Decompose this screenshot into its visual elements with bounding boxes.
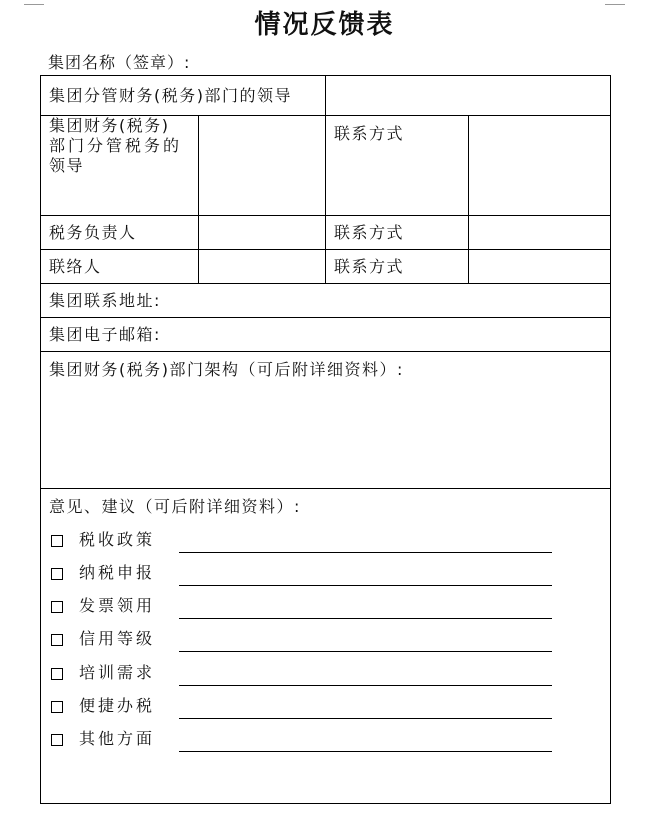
tax-head-contact-cell[interactable] xyxy=(469,216,611,250)
option-label: 发票领用 xyxy=(79,596,156,615)
answer-line[interactable] xyxy=(179,718,552,719)
answer-line[interactable] xyxy=(179,585,552,586)
checkbox[interactable] xyxy=(51,701,63,713)
suggestions-area xyxy=(41,489,610,803)
structure-label[interactable]: 集团财务(税务)部门架构（可后附详细资料）: xyxy=(41,352,611,489)
address-row xyxy=(41,284,611,318)
email-row xyxy=(41,318,611,352)
tax-head-label: 税务负责人 xyxy=(41,216,199,250)
finance-leader-label xyxy=(41,116,199,216)
email-label[interactable]: 集团电子邮箱: xyxy=(41,318,611,352)
checkbox[interactable] xyxy=(51,568,63,580)
feedback-form-table xyxy=(40,75,611,804)
answer-line[interactable] xyxy=(179,552,552,553)
structure-row xyxy=(41,352,611,489)
suggestions-label: 意见、建议（可后附详细资料）: xyxy=(49,497,301,516)
suggestions-cell xyxy=(41,489,611,804)
finance-leader-label-line-3: 领导 xyxy=(49,156,85,175)
option-label: 税收政策 xyxy=(79,530,156,549)
option-label: 培训需求 xyxy=(79,663,156,682)
leader-value-cell[interactable] xyxy=(326,76,611,116)
finance-leader-row xyxy=(41,116,611,216)
checkbox[interactable] xyxy=(51,535,63,547)
address-label[interactable]: 集团联系地址: xyxy=(41,284,611,318)
finance-leader-name-cell[interactable] xyxy=(199,116,326,216)
liaison-row xyxy=(41,250,611,284)
tax-head-name-cell[interactable] xyxy=(199,216,326,250)
liaison-name-cell[interactable] xyxy=(199,250,326,284)
checkbox[interactable] xyxy=(51,734,63,746)
liaison-contact-cell[interactable] xyxy=(469,250,611,284)
checkbox[interactable] xyxy=(51,634,63,646)
finance-leader-label-line-2: 部门分管税务的 xyxy=(49,136,183,155)
suggestions-row xyxy=(41,489,611,804)
group-name-label: 集团名称（签章）: xyxy=(48,53,191,72)
leader-row xyxy=(41,76,611,116)
option-label: 信用等级 xyxy=(79,629,156,648)
option-label: 纳税申报 xyxy=(79,563,156,582)
liaison-label: 联络人 xyxy=(41,250,199,284)
tax-head-row xyxy=(41,216,611,250)
form-title: 情况反馈表 xyxy=(254,10,395,40)
finance-leader-contact-label: 联系方式 xyxy=(326,116,469,216)
finance-leader-label-line-1: 集团财务(税务) xyxy=(49,116,170,135)
tax-head-contact-label: 联系方式 xyxy=(326,216,469,250)
liaison-contact-label: 联系方式 xyxy=(326,250,469,284)
answer-line[interactable] xyxy=(179,751,552,752)
leader-label: 集团分管财务(税务)部门的领导 xyxy=(41,76,326,116)
checkbox[interactable] xyxy=(51,668,63,680)
option-label: 便捷办税 xyxy=(79,696,156,715)
finance-leader-contact-cell[interactable] xyxy=(469,116,611,216)
answer-line[interactable] xyxy=(179,685,552,686)
checkbox[interactable] xyxy=(51,601,63,613)
answer-line[interactable] xyxy=(179,618,552,619)
answer-line[interactable] xyxy=(179,651,552,652)
option-label: 其他方面 xyxy=(79,729,156,748)
